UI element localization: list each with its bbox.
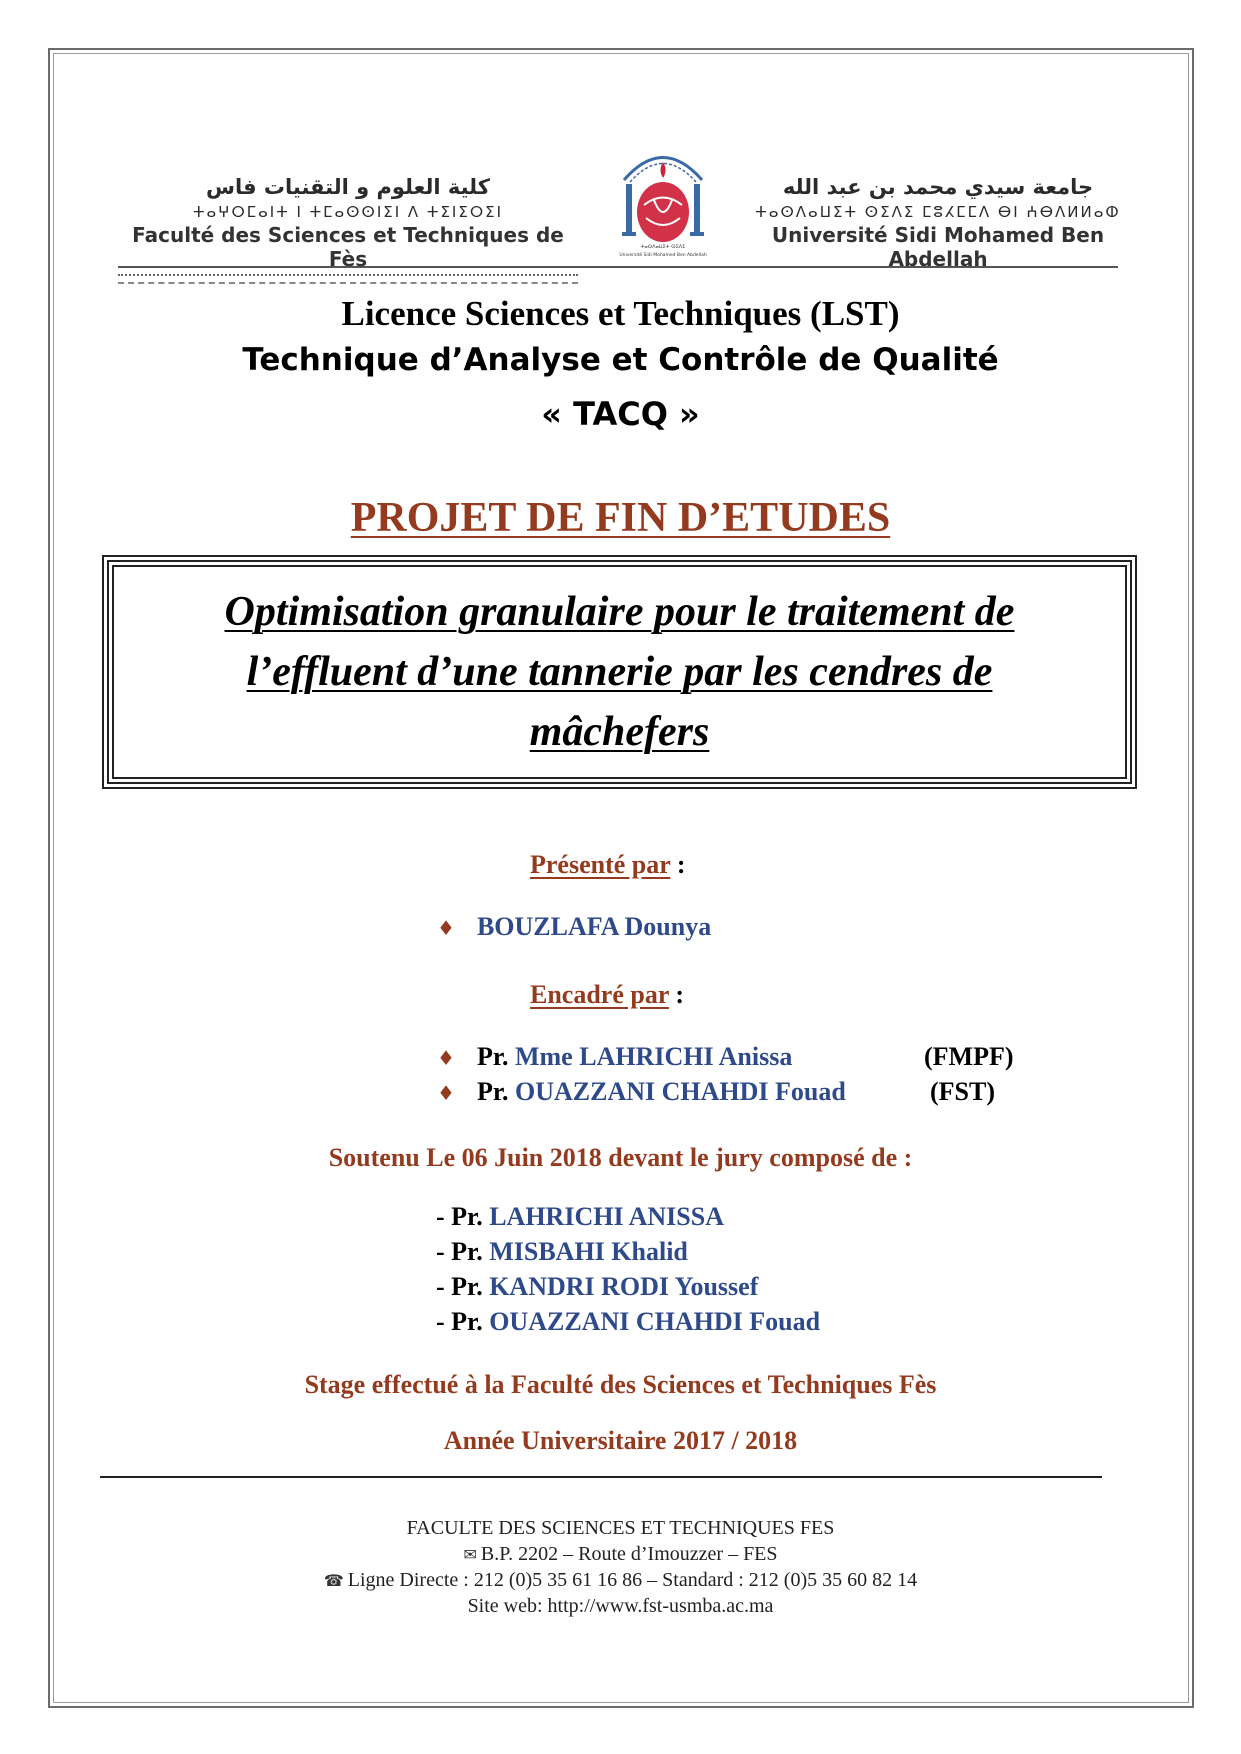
university-header (738, 175, 1138, 271)
supervisor-affiliation: (FST) (930, 1077, 995, 1106)
university-name-latin: Université Sidi Mohamed Ben Abdellah (771, 223, 1105, 271)
jury-member: - Pr. LAHRICHI ANISSA (436, 1202, 724, 1231)
diamond-bullet-icon: ♦ (437, 1046, 455, 1070)
university-name-arabic: جامعة سيدي محمد بن عبد الله (782, 175, 1094, 199)
faculty-decoration (118, 274, 578, 284)
faculty-name-arabic: كلية العلوم و التقنيات فاس (206, 175, 490, 199)
diamond-bullet-icon: ♦ (437, 1081, 455, 1105)
student-item (437, 912, 711, 942)
subject-line-3: mâchefers (529, 709, 710, 755)
jury-member: - Pr. KANDRI RODI Youssef (436, 1272, 759, 1301)
svg-text:Université Sidi Mohamed Ben Ab: Université Sidi Mohamed Ben Abdellah (619, 253, 707, 258)
footer-institution: FACULTE DES SCIENCES ET TECHNIQUES FES (406, 1517, 835, 1539)
footer-phone: ☎ Ligne Directe : 212 (0)5 35 61 16 86 – Standard : 212 (0)5 35 60 82 14 (323, 1569, 918, 1591)
jury-member: - Pr. MISBAHI Khalid (436, 1237, 688, 1266)
internship-location: Stage effectué à la Faculté des Sciences et Techniques Fès (304, 1370, 937, 1399)
footer-website: Site web: http://www.fst-usmba.ac.ma (467, 1595, 774, 1617)
phone-icon: ☎ (323, 1571, 344, 1590)
subject-line-1: Optimisation granulaire pour le traitement de (224, 589, 1015, 635)
footer-address: ✉ B.P. 2202 – Route d’Imouzzer – FES (463, 1543, 778, 1565)
faculty-name-latin: Faculté des Sciences et Techniques de Fès (132, 223, 564, 271)
university-name-tifinagh: ⵜⴰⵙⴷⴰⵡⵉⵜ ⵙⵉⴷⵉ ⵎⵓⵃⵎⵎⴷ ⴱⵏ ⵄⴱⴷⵍⵍⴰⵀ (755, 203, 1121, 221)
supervisor-name: Mme LAHRICHI Anissa (514, 1042, 793, 1071)
mailbox-icon: ✉ (463, 1545, 477, 1564)
svg-text:ⵜⴰⵙⴷⴰⵡⵉⵜ ⵙⵉⴷⵉ: ⵜⴰⵙⴷⴰⵡⵉⵜ ⵙⵉⴷⵉ (640, 244, 686, 250)
licence-title: Licence Sciences et Techniques (LST) (341, 294, 900, 333)
diamond-bullet-icon: ♦ (437, 916, 455, 940)
supervisor-name: OUAZZANI CHAHDI Fouad (514, 1077, 846, 1106)
supervisor-item: ♦ Pr. OUAZZANI CHAHDI Fouad (437, 1077, 846, 1106)
supervised-by-label: Encadré par : (530, 980, 685, 1009)
defense-statement: Soutenu Le 06 Juin 2018 devant le jury composé de : (328, 1143, 913, 1172)
subject-title (190, 582, 1050, 762)
acronym-title: « TACQ » (541, 395, 700, 433)
jury-member: - Pr. OUAZZANI CHAHDI Fouad (436, 1307, 821, 1336)
faculty-name-tifinagh: ⵜⴰⵖⵔⵎⴰⵏⵜ ⵏ ⵜⵎⴰⵙⵙⵏⵉⵏ ⴷ ⵜⵉⵏⵉⵔⵉⵏ (192, 203, 504, 221)
university-logo (614, 140, 712, 265)
supervisor-item: ♦ Pr. Mme LAHRICHI Anissa (437, 1042, 793, 1071)
filiere-title: Technique d’Analyse et Contrôle de Qualité (242, 342, 999, 378)
header-divider (118, 266, 1118, 268)
student-name: BOUZLAFA Dounya (476, 912, 712, 941)
supervisor-affiliation: (FMPF) (924, 1042, 1014, 1071)
footer-divider (100, 1476, 1102, 1478)
academic-year: Année Universitaire 2017 / 2018 (443, 1426, 798, 1455)
presented-by-label: Présenté par : (530, 850, 686, 879)
subject-frame (102, 555, 1137, 789)
subject-line-2: l’effluent d’une tannerie par les cendres de (246, 649, 993, 695)
pfe-heading: PROJET DE FIN D’ETUDES (350, 495, 891, 541)
